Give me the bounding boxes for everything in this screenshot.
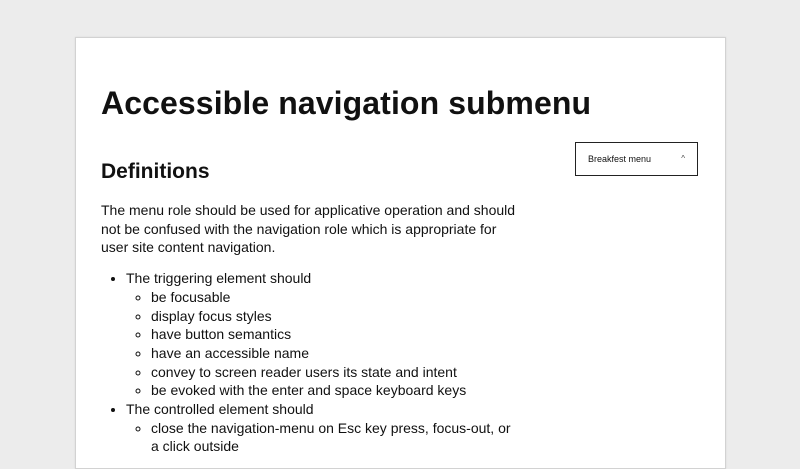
menu-button-label: Breakfest menu: [588, 154, 652, 164]
page-title: Accessible navigation submenu: [101, 85, 592, 121]
list-item-label: The triggering element should: [126, 270, 312, 287]
chevron-up-icon: ^: [681, 154, 685, 163]
definitions-content: [101, 201, 521, 456]
sub-list: [126, 288, 521, 400]
sub-list-item: ◦ display focus styles: [151, 307, 521, 326]
list-item: [126, 269, 521, 400]
sub-list-item: ◦ be focusable: [151, 288, 521, 307]
sub-list: [126, 419, 521, 456]
sub-list-item: ◦ have an accessible name: [151, 344, 521, 363]
sub-list-item: ◦ convey to screen reader users its state and intent: [151, 363, 521, 382]
requirements-list: [101, 269, 521, 456]
sub-list-item: ◦ have button semantics: [151, 325, 521, 344]
sub-list-item: ◦ be evoked with the enter and space keyboard keys: [151, 381, 521, 400]
intro-paragraph: The menu role should be used for applicative operation and should not be confused with the navigation role which is appropriate for user site content navigation.: [101, 202, 516, 256]
list-item: [126, 400, 521, 456]
list-item-label: The controlled element should: [126, 401, 314, 418]
content-card: [75, 37, 726, 469]
section-heading: Definitions: [101, 160, 210, 183]
breakfast-menu-button[interactable]: [575, 142, 698, 176]
sub-list-item: ◦ close the navigation-menu on Esc key press, focus-out, or a click outside: [151, 419, 521, 456]
